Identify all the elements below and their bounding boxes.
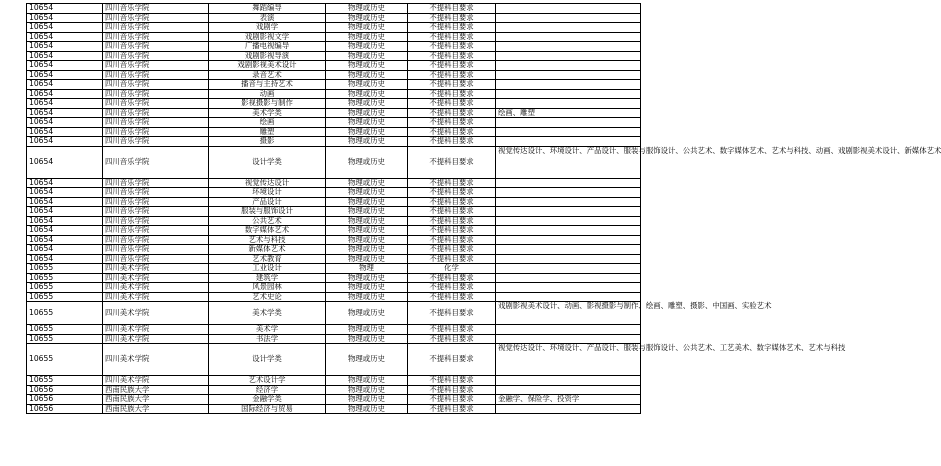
- cell-institution-code: 10654: [27, 137, 103, 147]
- cell-elective-requirement: 不提科目要求: [408, 207, 496, 217]
- cell-primary-subject: 物理或历史: [326, 235, 408, 245]
- cell-primary-subject: 物理或历史: [326, 197, 408, 207]
- cell-institution-name: 西南民族大学: [103, 395, 209, 405]
- cell-primary-subject: 物理或历史: [326, 108, 408, 118]
- cell-included-majors: [496, 23, 641, 33]
- cell-institution-code: 10655: [27, 325, 103, 335]
- table-row: [27, 80, 641, 90]
- cell-included-majors: [496, 42, 641, 52]
- cell-institution-name: 四川音乐学院: [103, 254, 209, 264]
- cell-institution-name: 四川音乐学院: [103, 235, 209, 245]
- cell-institution-code: 10655: [27, 334, 103, 344]
- table-row: [27, 4, 641, 14]
- cell-institution-code: 10655: [27, 302, 103, 325]
- cell-elective-requirement: 不提科目要求: [408, 395, 496, 405]
- cell-institution-code: 10654: [27, 188, 103, 198]
- cell-elective-requirement: 不提科目要求: [408, 137, 496, 147]
- table-row: [27, 207, 641, 217]
- cell-major-name: 艺术与科技: [209, 235, 326, 245]
- cell-major-name: 雕塑: [209, 127, 326, 137]
- cell-elective-requirement: 不提科目要求: [408, 146, 496, 178]
- cell-included-majors: [496, 264, 641, 274]
- cell-included-majors: [496, 32, 641, 42]
- cell-major-name: 表演: [209, 13, 326, 23]
- cell-institution-name: 四川美术学院: [103, 273, 209, 283]
- cell-major-name: 艺术史论: [209, 292, 326, 302]
- cell-institution-name: 四川音乐学院: [103, 146, 209, 178]
- cell-elective-requirement: 不提科目要求: [408, 292, 496, 302]
- cell-major-name: 建筑学: [209, 273, 326, 283]
- cell-institution-name: 四川音乐学院: [103, 23, 209, 33]
- cell-included-majors: [496, 254, 641, 264]
- cell-major-name: 设计学类: [209, 146, 326, 178]
- cell-institution-code: 10654: [27, 99, 103, 109]
- cell-institution-name: 四川音乐学院: [103, 99, 209, 109]
- cell-primary-subject: 物理或历史: [326, 283, 408, 293]
- cell-primary-subject: 物理或历史: [326, 42, 408, 52]
- cell-major-name: 艺术教育: [209, 254, 326, 264]
- cell-primary-subject: 物理或历史: [326, 302, 408, 325]
- cell-elective-requirement: 不提科目要求: [408, 178, 496, 188]
- cell-primary-subject: 物理或历史: [326, 23, 408, 33]
- cell-institution-name: 四川音乐学院: [103, 245, 209, 255]
- cell-institution-name: 四川美术学院: [103, 376, 209, 386]
- cell-elective-requirement: 不提科目要求: [408, 70, 496, 80]
- cell-elective-requirement: 不提科目要求: [408, 89, 496, 99]
- cell-primary-subject: 物理或历史: [326, 385, 408, 395]
- cell-included-majors: [496, 283, 641, 293]
- table-row: [27, 42, 641, 52]
- cell-institution-name: 四川音乐学院: [103, 127, 209, 137]
- cell-major-name: 公共艺术: [209, 216, 326, 226]
- cell-institution-name: 四川音乐学院: [103, 70, 209, 80]
- cell-institution-code: 10655: [27, 344, 103, 376]
- cell-primary-subject: 物理或历史: [326, 245, 408, 255]
- cell-included-majors: [496, 61, 641, 71]
- cell-included-majors: 视觉传达设计、环境设计、产品设计、服装与服饰设计、公共艺术、工艺美术、数字媒体艺术、艺术与科技: [496, 344, 641, 376]
- cell-institution-code: 10654: [27, 118, 103, 128]
- cell-major-name: 国际经济与贸易: [209, 404, 326, 414]
- cell-included-majors: 戏剧影视美术设计、动画、影视摄影与制作、绘画、雕塑、摄影、中国画、实验艺术: [496, 302, 641, 325]
- cell-primary-subject: 物理或历史: [326, 51, 408, 61]
- cell-major-name: 戏剧影视美术设计: [209, 61, 326, 71]
- cell-institution-code: 10654: [27, 245, 103, 255]
- cell-major-name: 录音艺术: [209, 70, 326, 80]
- cell-major-name: 播音与主持艺术: [209, 80, 326, 90]
- cell-elective-requirement: 不提科目要求: [408, 385, 496, 395]
- cell-included-majors: [496, 127, 641, 137]
- cell-primary-subject: 物理或历史: [326, 70, 408, 80]
- cell-elective-requirement: 不提科目要求: [408, 32, 496, 42]
- cell-major-name: 绘画: [209, 118, 326, 128]
- cell-primary-subject: 物理或历史: [326, 118, 408, 128]
- table-row: [27, 283, 641, 293]
- table-row: [27, 146, 641, 178]
- cell-primary-subject: 物理或历史: [326, 13, 408, 23]
- cell-elective-requirement: 不提科目要求: [408, 13, 496, 23]
- cell-institution-name: 四川音乐学院: [103, 137, 209, 147]
- table-row: [27, 61, 641, 71]
- table-row: [27, 325, 641, 335]
- cell-included-majors: [496, 188, 641, 198]
- cell-included-majors: [496, 4, 641, 14]
- cell-institution-name: 四川美术学院: [103, 344, 209, 376]
- cell-elective-requirement: 不提科目要求: [408, 245, 496, 255]
- cell-elective-requirement: 不提科目要求: [408, 273, 496, 283]
- cell-institution-name: 四川音乐学院: [103, 188, 209, 198]
- cell-primary-subject: 物理或历史: [326, 254, 408, 264]
- cell-elective-requirement: 不提科目要求: [408, 283, 496, 293]
- cell-elective-requirement: 不提科目要求: [408, 188, 496, 198]
- cell-included-majors: [496, 89, 641, 99]
- cell-elective-requirement: 不提科目要求: [408, 226, 496, 236]
- cell-major-name: 服装与服饰设计: [209, 207, 326, 217]
- cell-major-name: 广播电视编导: [209, 42, 326, 52]
- cell-elective-requirement: 不提科目要求: [408, 254, 496, 264]
- cell-included-majors: [496, 70, 641, 80]
- cell-institution-code: 10654: [27, 4, 103, 14]
- cell-included-majors: 绘画、雕塑: [496, 108, 641, 118]
- cell-institution-name: 四川音乐学院: [103, 51, 209, 61]
- cell-institution-name: 四川美术学院: [103, 302, 209, 325]
- cell-elective-requirement: 不提科目要求: [408, 404, 496, 414]
- cell-institution-code: 10654: [27, 70, 103, 80]
- cell-major-name: 动画: [209, 89, 326, 99]
- cell-major-name: 风景园林: [209, 283, 326, 293]
- table-row: [27, 99, 641, 109]
- cell-elective-requirement: 不提科目要求: [408, 4, 496, 14]
- cell-included-majors: [496, 235, 641, 245]
- cell-elective-requirement: 不提科目要求: [408, 334, 496, 344]
- cell-primary-subject: 物理或历史: [326, 137, 408, 147]
- cell-included-majors: [496, 216, 641, 226]
- cell-primary-subject: 物理或历史: [326, 4, 408, 14]
- cell-included-majors: [496, 118, 641, 128]
- cell-included-majors: [496, 80, 641, 90]
- cell-major-name: 书法学: [209, 334, 326, 344]
- cell-institution-name: 四川美术学院: [103, 283, 209, 293]
- cell-major-name: 舞蹈编导: [209, 4, 326, 14]
- table-body: [27, 3, 941, 414]
- table-row: [27, 188, 641, 198]
- cell-institution-name: 四川音乐学院: [103, 32, 209, 42]
- cell-included-majors: [496, 325, 641, 335]
- cell-institution-code: 10655: [27, 292, 103, 302]
- admission-requirements-table: [26, 3, 941, 414]
- cell-institution-name: 四川音乐学院: [103, 108, 209, 118]
- cell-major-name: 新媒体艺术: [209, 245, 326, 255]
- table-row: [27, 137, 641, 147]
- cell-institution-name: 四川音乐学院: [103, 197, 209, 207]
- cell-primary-subject: 物理或历史: [326, 292, 408, 302]
- cell-primary-subject: 物理或历史: [326, 344, 408, 376]
- cell-major-name: 摄影: [209, 137, 326, 147]
- cell-elective-requirement: 不提科目要求: [408, 108, 496, 118]
- cell-institution-name: 四川音乐学院: [103, 80, 209, 90]
- cell-included-majors: [496, 404, 641, 414]
- table-row: [27, 344, 641, 376]
- cell-primary-subject: 物理或历史: [326, 325, 408, 335]
- table-row: [27, 376, 641, 386]
- cell-primary-subject: 物理或历史: [326, 89, 408, 99]
- cell-major-name: 经济学: [209, 385, 326, 395]
- cell-institution-name: 四川音乐学院: [103, 4, 209, 14]
- table-row: [27, 226, 641, 236]
- cell-elective-requirement: 不提科目要求: [408, 61, 496, 71]
- cell-major-name: 戏剧影视文学: [209, 32, 326, 42]
- cell-primary-subject: 物理或历史: [326, 61, 408, 71]
- cell-major-name: 戏剧影视导演: [209, 51, 326, 61]
- cell-included-majors: [496, 226, 641, 236]
- cell-elective-requirement: 不提科目要求: [408, 80, 496, 90]
- cell-institution-name: 四川音乐学院: [103, 178, 209, 188]
- table-row: [27, 395, 641, 405]
- cell-primary-subject: 物理或历史: [326, 207, 408, 217]
- cell-primary-subject: 物理或历史: [326, 188, 408, 198]
- cell-elective-requirement: 不提科目要求: [408, 197, 496, 207]
- cell-institution-code: 10654: [27, 216, 103, 226]
- cell-primary-subject: 物理或历史: [326, 178, 408, 188]
- cell-institution-code: 10656: [27, 404, 103, 414]
- cell-primary-subject: 物理或历史: [326, 216, 408, 226]
- cell-included-majors: 金融学、保险学、投资学: [496, 395, 641, 405]
- cell-institution-name: 西南民族大学: [103, 385, 209, 395]
- cell-elective-requirement: 不提科目要求: [408, 344, 496, 376]
- cell-primary-subject: 物理或历史: [326, 127, 408, 137]
- cell-major-name: 工业设计: [209, 264, 326, 274]
- cell-major-name: 美术学: [209, 325, 326, 335]
- table-row: [27, 245, 641, 255]
- cell-elective-requirement: 不提科目要求: [408, 42, 496, 52]
- cell-institution-name: 四川音乐学院: [103, 89, 209, 99]
- table-row: [27, 404, 641, 414]
- cell-primary-subject: 物理或历史: [326, 32, 408, 42]
- cell-institution-code: 10655: [27, 273, 103, 283]
- cell-primary-subject: 物理或历史: [326, 273, 408, 283]
- cell-primary-subject: 物理或历史: [326, 334, 408, 344]
- cell-elective-requirement: 不提科目要求: [408, 118, 496, 128]
- cell-institution-code: 10654: [27, 23, 103, 33]
- cell-major-name: 环境设计: [209, 188, 326, 198]
- cell-institution-code: 10654: [27, 235, 103, 245]
- cell-institution-name: 四川音乐学院: [103, 61, 209, 71]
- cell-included-majors: [496, 207, 641, 217]
- cell-primary-subject: 物理或历史: [326, 99, 408, 109]
- cell-institution-name: 四川音乐学院: [103, 118, 209, 128]
- cell-primary-subject: 物理或历史: [326, 395, 408, 405]
- cell-institution-code: 10654: [27, 207, 103, 217]
- cell-institution-name: 四川音乐学院: [103, 42, 209, 52]
- cell-major-name: 戏剧学: [209, 23, 326, 33]
- cell-institution-name: 四川音乐学院: [103, 13, 209, 23]
- cell-elective-requirement: 不提科目要求: [408, 325, 496, 335]
- cell-included-majors: [496, 245, 641, 255]
- cell-institution-code: 10656: [27, 385, 103, 395]
- cell-major-name: 数字媒体艺术: [209, 226, 326, 236]
- cell-elective-requirement: 不提科目要求: [408, 216, 496, 226]
- table-row: [27, 118, 641, 128]
- cell-primary-subject: 物理或历史: [326, 226, 408, 236]
- cell-included-majors: [496, 51, 641, 61]
- cell-institution-code: 10654: [27, 80, 103, 90]
- cell-included-majors: [496, 273, 641, 283]
- cell-included-majors: [496, 376, 641, 386]
- cell-elective-requirement: 不提科目要求: [408, 99, 496, 109]
- cell-institution-code: 10654: [27, 146, 103, 178]
- cell-major-name: 美术学类: [209, 108, 326, 118]
- cell-elective-requirement: 不提科目要求: [408, 302, 496, 325]
- cell-included-majors: [496, 13, 641, 23]
- cell-institution-code: 10654: [27, 32, 103, 42]
- cell-major-name: 视觉传达设计: [209, 178, 326, 188]
- cell-elective-requirement: 化学: [408, 264, 496, 274]
- cell-major-name: 美术学类: [209, 302, 326, 325]
- cell-institution-name: 四川美术学院: [103, 334, 209, 344]
- cell-elective-requirement: 不提科目要求: [408, 235, 496, 245]
- cell-institution-name: 西南民族大学: [103, 404, 209, 414]
- table-row: [27, 302, 641, 325]
- cell-primary-subject: 物理或历史: [326, 376, 408, 386]
- cell-institution-code: 10654: [27, 108, 103, 118]
- table-row: [27, 264, 641, 274]
- cell-institution-code: 10654: [27, 226, 103, 236]
- cell-institution-code: 10654: [27, 254, 103, 264]
- cell-institution-name: 四川音乐学院: [103, 216, 209, 226]
- table-row: [27, 23, 641, 33]
- cell-institution-code: 10655: [27, 376, 103, 386]
- cell-included-majors: [496, 137, 641, 147]
- cell-primary-subject: 物理: [326, 264, 408, 274]
- cell-institution-code: 10654: [27, 178, 103, 188]
- cell-institution-code: 10656: [27, 395, 103, 405]
- cell-institution-code: 10654: [27, 127, 103, 137]
- cell-institution-code: 10655: [27, 283, 103, 293]
- cell-institution-code: 10654: [27, 13, 103, 23]
- cell-institution-code: 10654: [27, 197, 103, 207]
- cell-major-name: 产品设计: [209, 197, 326, 207]
- cell-institution-name: 四川美术学院: [103, 292, 209, 302]
- cell-major-name: 艺术设计学: [209, 376, 326, 386]
- cell-major-name: 设计学类: [209, 344, 326, 376]
- cell-primary-subject: 物理或历史: [326, 404, 408, 414]
- cell-elective-requirement: 不提科目要求: [408, 127, 496, 137]
- cell-included-majors: 视觉传达设计、环境设计、产品设计、服装与服饰设计、公共艺术、数字媒体艺术、艺术与科技、动画、戏剧影视美术设计、新媒体艺术: [496, 146, 641, 178]
- cell-major-name: 金融学类: [209, 395, 326, 405]
- cell-elective-requirement: 不提科目要求: [408, 51, 496, 61]
- cell-primary-subject: 物理或历史: [326, 146, 408, 178]
- cell-primary-subject: 物理或历史: [326, 80, 408, 90]
- cell-institution-name: 四川美术学院: [103, 264, 209, 274]
- cell-institution-code: 10654: [27, 89, 103, 99]
- cell-institution-code: 10654: [27, 42, 103, 52]
- cell-institution-code: 10654: [27, 51, 103, 61]
- cell-institution-name: 四川音乐学院: [103, 207, 209, 217]
- cell-institution-code: 10654: [27, 61, 103, 71]
- cell-major-name: 影视摄影与制作: [209, 99, 326, 109]
- cell-elective-requirement: 不提科目要求: [408, 23, 496, 33]
- cell-institution-code: 10655: [27, 264, 103, 274]
- cell-institution-name: 四川美术学院: [103, 325, 209, 335]
- cell-included-majors: [496, 178, 641, 188]
- cell-institution-name: 四川音乐学院: [103, 226, 209, 236]
- cell-elective-requirement: 不提科目要求: [408, 376, 496, 386]
- cell-included-majors: [496, 99, 641, 109]
- cell-included-majors: [496, 197, 641, 207]
